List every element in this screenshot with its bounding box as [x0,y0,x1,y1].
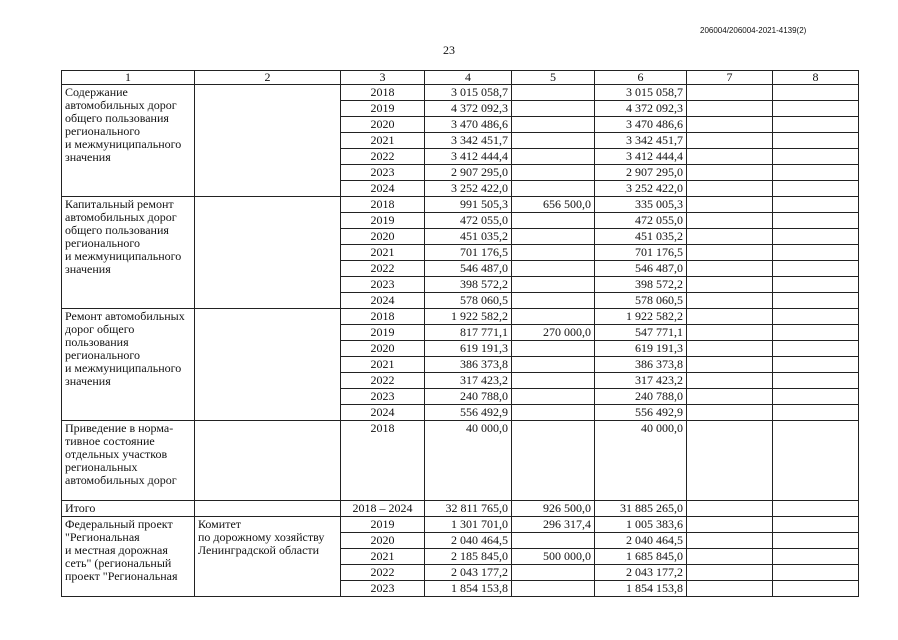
total-cell: 386 373,8 [425,357,512,373]
local-cell [687,309,773,325]
header-cell: 1 [62,71,195,85]
regional-cell: 40 000,0 [595,421,687,501]
federal-cell [512,101,595,117]
local-cell [687,261,773,277]
year-cell: 2018 [341,309,425,325]
total-cell: 451 035,2 [425,229,512,245]
regional-cell: 3 342 451,7 [595,133,687,149]
year-cell: 2019 [341,517,425,533]
local-cell [687,565,773,581]
year-cell: 2019 [341,213,425,229]
total-cell: 546 487,0 [425,261,512,277]
total-cell: 3 470 486,6 [425,117,512,133]
federal-cell [512,117,595,133]
regional-cell: 3 015 058,7 [595,85,687,101]
local-cell [687,389,773,405]
regional-cell: 1 854 153,8 [595,581,687,597]
federal-cell: 656 500,0 [512,197,595,213]
regional-cell: 546 487,0 [595,261,687,277]
regional-cell: 547 771,1 [595,325,687,341]
measure-name-cell: Приведение в норма- тивное состояние отдельных участков региональных автомобильных дорог [62,421,195,501]
total-cell: 556 492,9 [425,405,512,421]
measure-name-cell: Капитальный ремонт автомобильных дорог общего пользования регионального и межмуниципального значения [62,197,195,309]
responsible-cell [195,501,341,517]
other-cell [773,229,859,245]
total-cell: 398 572,2 [425,277,512,293]
other-cell [773,389,859,405]
regional-cell: 451 035,2 [595,229,687,245]
total-cell: 817 771,1 [425,325,512,341]
total-cell: 317 423,2 [425,373,512,389]
local-cell [687,165,773,181]
other-cell [773,405,859,421]
federal-cell [512,533,595,549]
year-cell: 2021 [341,357,425,373]
local-cell [687,149,773,165]
year-cell: 2019 [341,325,425,341]
regional-cell: 3 412 444,4 [595,149,687,165]
year-cell: 2022 [341,565,425,581]
local-cell [687,501,773,517]
other-cell [773,373,859,389]
total-cell: 3 412 444,4 [425,149,512,165]
federal-cell [512,261,595,277]
local-cell [687,549,773,565]
local-cell [687,293,773,309]
federal-cell [512,581,595,597]
regional-cell: 578 060,5 [595,293,687,309]
year-cell: 2024 [341,405,425,421]
table-row [62,197,859,213]
budget-table [61,70,859,597]
year-cell: 2020 [341,229,425,245]
year-cell: 2023 [341,389,425,405]
header-cell: 7 [687,71,773,85]
table-row [62,517,859,533]
regional-cell: 398 572,2 [595,277,687,293]
other-cell [773,357,859,373]
other-cell [773,149,859,165]
federal-cell: 296 317,4 [512,517,595,533]
total-cell: 40 000,0 [425,421,512,501]
total-cell: 991 505,3 [425,197,512,213]
local-cell [687,581,773,597]
header-cell: 4 [425,71,512,85]
total-cell: 578 060,5 [425,293,512,309]
year-cell: 2023 [341,277,425,293]
year-cell: 2020 [341,117,425,133]
year-cell: 2018 [341,197,425,213]
year-cell: 2018 – 2024 [341,501,425,517]
federal-cell [512,245,595,261]
year-cell: 2024 [341,293,425,309]
federal-cell [512,565,595,581]
measure-name-cell: Федеральный проект "Региональная и местная дорожная сеть" (региональный проект "Региональная [62,517,195,597]
local-cell [687,213,773,229]
total-cell: 1 854 153,8 [425,581,512,597]
total-cell: 3 015 058,7 [425,85,512,101]
federal-cell: 500 000,0 [512,549,595,565]
other-cell [773,133,859,149]
page-number: 23 [443,43,455,57]
year-cell: 2021 [341,549,425,565]
local-cell [687,341,773,357]
local-cell [687,117,773,133]
local-cell [687,85,773,101]
federal-cell [512,389,595,405]
header-cell: 3 [341,71,425,85]
local-cell [687,101,773,117]
other-cell [773,421,859,501]
total-cell: 1 922 582,2 [425,309,512,325]
other-cell [773,277,859,293]
header-cell: 6 [595,71,687,85]
other-cell [773,117,859,133]
total-cell: 2 040 464,5 [425,533,512,549]
responsible-cell [195,197,341,309]
total-cell: 3 252 422,0 [425,181,512,197]
total-cell: 4 372 092,3 [425,101,512,117]
table-row [62,501,859,517]
header-cell: 8 [773,71,859,85]
year-cell: 2021 [341,133,425,149]
regional-cell: 619 191,3 [595,341,687,357]
other-cell [773,101,859,117]
measure-name-cell: Содержание автомобильных дорог общего пользования регионального и межмуниципального значения [62,85,195,197]
local-cell [687,421,773,501]
regional-cell: 335 005,3 [595,197,687,213]
regional-cell: 472 055,0 [595,213,687,229]
header-cell: 5 [512,71,595,85]
federal-cell [512,293,595,309]
year-cell: 2020 [341,533,425,549]
federal-cell [512,181,595,197]
total-cell: 619 191,3 [425,341,512,357]
federal-cell [512,149,595,165]
regional-cell: 2 040 464,5 [595,533,687,549]
federal-cell [512,85,595,101]
federal-cell [512,229,595,245]
regional-cell: 386 373,8 [595,357,687,373]
local-cell [687,517,773,533]
federal-cell [512,421,595,501]
local-cell [687,357,773,373]
total-cell: 2 043 177,2 [425,565,512,581]
local-cell [687,533,773,549]
other-cell [773,565,859,581]
total-cell: 32 811 765,0 [425,501,512,517]
other-cell [773,549,859,565]
federal-cell: 926 500,0 [512,501,595,517]
local-cell [687,245,773,261]
regional-cell: 317 423,2 [595,373,687,389]
responsible-cell [195,421,341,501]
measure-name-cell: Ремонт автомобильных дорог общего пользования регионального и межмуниципального значения [62,309,195,421]
table-row [62,85,859,101]
year-cell: 2018 [341,421,425,501]
responsible-cell: Комитет по дорожному хозяйству Ленинградской области [195,517,341,597]
federal-cell: 270 000,0 [512,325,595,341]
total-cell: 1 301 701,0 [425,517,512,533]
other-cell [773,213,859,229]
regional-cell: 2 907 295,0 [595,165,687,181]
local-cell [687,373,773,389]
local-cell [687,405,773,421]
regional-cell: 1 922 582,2 [595,309,687,325]
total-cell: 472 055,0 [425,213,512,229]
year-cell: 2019 [341,101,425,117]
responsible-cell [195,85,341,197]
other-cell [773,181,859,197]
regional-cell: 3 252 422,0 [595,181,687,197]
regional-cell: 4 372 092,3 [595,101,687,117]
other-cell [773,341,859,357]
year-cell: 2018 [341,85,425,101]
total-cell: 240 788,0 [425,389,512,405]
table-row [62,309,859,325]
other-cell [773,581,859,597]
document-code: 206004/206004-2021-4139(2) [700,26,807,35]
other-cell [773,197,859,213]
responsible-cell [195,309,341,421]
federal-cell [512,357,595,373]
regional-cell: 701 176,5 [595,245,687,261]
measure-name-cell: Итого [62,501,195,517]
local-cell [687,197,773,213]
header-row [62,71,859,85]
federal-cell [512,309,595,325]
other-cell [773,293,859,309]
header-cell: 2 [195,71,341,85]
other-cell [773,165,859,181]
federal-cell [512,341,595,357]
local-cell [687,277,773,293]
local-cell [687,181,773,197]
local-cell [687,229,773,245]
total-cell: 701 176,5 [425,245,512,261]
table-row [62,421,859,501]
year-cell: 2022 [341,149,425,165]
other-cell [773,261,859,277]
local-cell [687,133,773,149]
regional-cell: 2 043 177,2 [595,565,687,581]
year-cell: 2021 [341,245,425,261]
year-cell: 2023 [341,581,425,597]
year-cell: 2024 [341,181,425,197]
other-cell [773,501,859,517]
total-cell: 2 907 295,0 [425,165,512,181]
total-cell: 3 342 451,7 [425,133,512,149]
regional-cell: 556 492,9 [595,405,687,421]
regional-cell: 31 885 265,0 [595,501,687,517]
year-cell: 2022 [341,373,425,389]
federal-cell [512,373,595,389]
year-cell: 2020 [341,341,425,357]
local-cell [687,325,773,341]
regional-cell: 240 788,0 [595,389,687,405]
total-cell: 2 185 845,0 [425,549,512,565]
other-cell [773,309,859,325]
regional-cell: 1 685 845,0 [595,549,687,565]
federal-cell [512,133,595,149]
other-cell [773,533,859,549]
federal-cell [512,165,595,181]
other-cell [773,245,859,261]
regional-cell: 1 005 383,6 [595,517,687,533]
regional-cell: 3 470 486,6 [595,117,687,133]
other-cell [773,325,859,341]
other-cell [773,517,859,533]
federal-cell [512,405,595,421]
federal-cell [512,213,595,229]
year-cell: 2023 [341,165,425,181]
federal-cell [512,277,595,293]
year-cell: 2022 [341,261,425,277]
other-cell [773,85,859,101]
